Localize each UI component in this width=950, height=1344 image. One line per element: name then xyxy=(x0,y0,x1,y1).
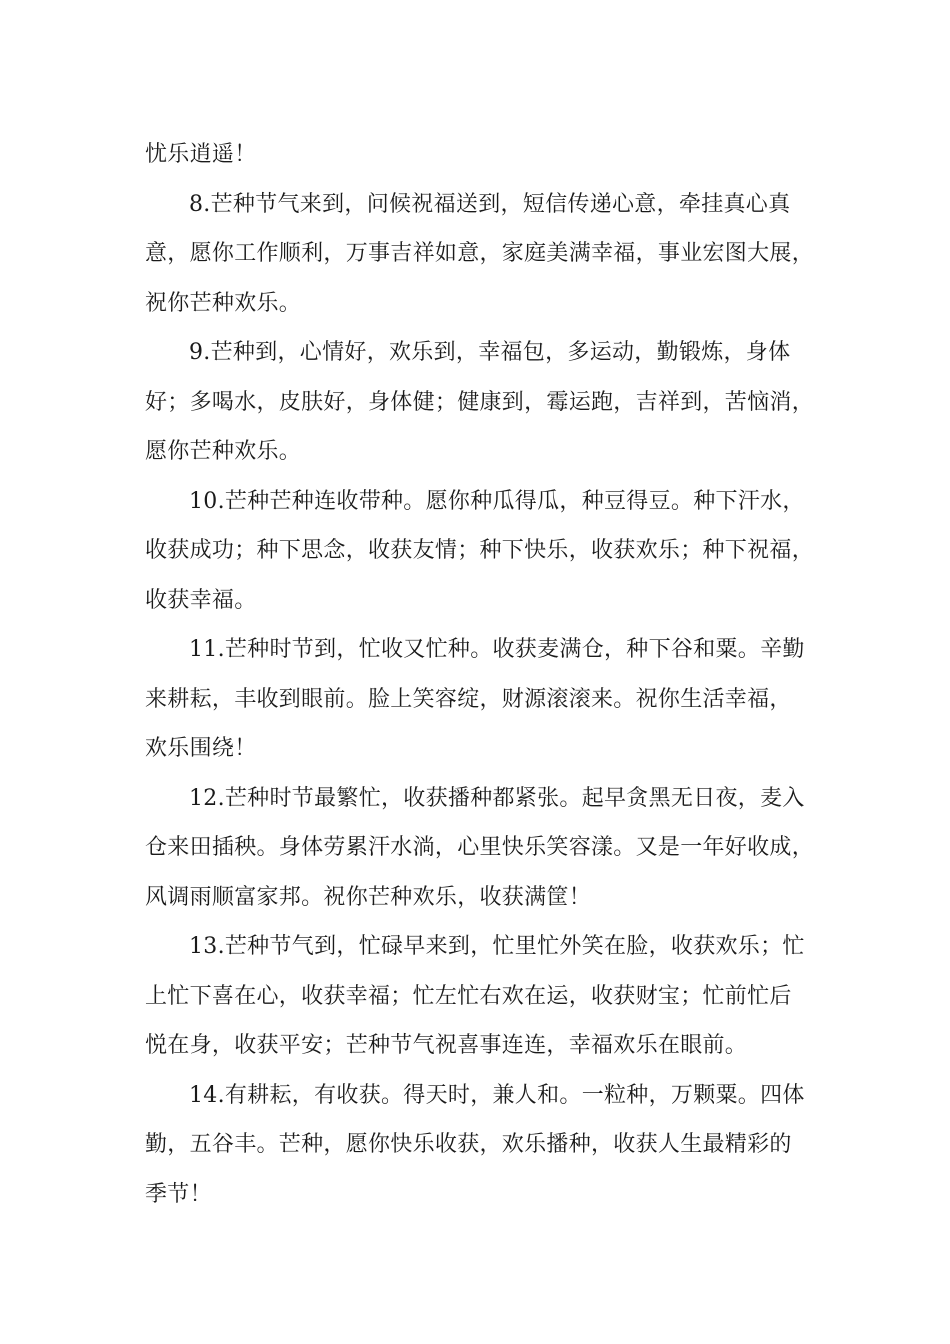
paragraph-12 xyxy=(145,774,815,923)
paragraph-13 xyxy=(145,922,815,1071)
paragraph-9 xyxy=(145,328,815,477)
paragraph-14 xyxy=(145,1071,815,1220)
paragraph-line: 12.芒种时节最繁忙，收获播种都紧张。起早贪黑无日夜，麦入 xyxy=(189,785,805,811)
paragraph-line: 14.有耕耘，有收获。得天时，兼人和。一粒种，万颗粟。四体 xyxy=(189,1082,805,1108)
paragraph-line: 上忙下喜在心，收获幸福；忙左忙右欢在运，收获财宝；忙前忙后 xyxy=(145,983,792,1009)
paragraph-10 xyxy=(145,477,815,626)
paragraph-line: 悦在身，收获平安；芒种节气祝喜事连连，幸福欢乐在眼前。 xyxy=(145,1033,748,1058)
paragraph-8 xyxy=(145,180,815,329)
lead-in-line: 忧乐逍遥！ xyxy=(145,142,257,167)
paragraph-line: 9.芒种到，心情好，欢乐到，幸福包，多运动，勤锻炼，身体 xyxy=(189,340,791,365)
paragraph-line: 11.芒种时节到，忙收又忙种。收获麦满仓，种下谷和粟。辛勤 xyxy=(189,637,805,662)
paragraph-line: 风调雨顺富家邦。祝你芒种欢乐，收获满筐！ xyxy=(145,884,592,910)
paragraph-line: 好；多喝水，皮肤好，身体健；健康到，霉运跑，吉祥到，苦恼消， xyxy=(145,389,815,415)
paragraph-line: 愿你芒种欢乐。 xyxy=(145,439,302,464)
document-body xyxy=(145,130,815,1219)
paragraph-11 xyxy=(145,625,815,774)
paragraph-line: 8.芒种节气来到，问候祝福送到，短信传递心意，牵挂真心真 xyxy=(189,191,791,217)
paragraph-line: 意，愿你工作顺利，万事吉祥如意，家庭美满幸福，事业宏图大展， xyxy=(145,241,815,266)
paragraph-line: 祝你芒种欢乐。 xyxy=(145,290,302,316)
paragraph-line: 收获幸福。 xyxy=(145,587,257,613)
paragraph-line: 欢乐围绕！ xyxy=(145,736,257,761)
paragraph-line: 来耕耘，丰收到眼前。脸上笑容绽，财源滚滚来。祝你生活幸福， xyxy=(145,686,792,712)
paragraph-line: 收获成功；种下思念，收获友情；种下快乐，收获欢乐；种下祝福， xyxy=(145,538,815,563)
paragraph-line: 勤，五谷丰。芒种，愿你快乐收获，欢乐播种，收获人生最精彩的 xyxy=(145,1132,792,1157)
paragraph-line: 季节！ xyxy=(145,1181,212,1207)
paragraph-line: 13.芒种节气到，忙碌早来到，忙里忙外笑在脸，收获欢乐；忙 xyxy=(189,934,805,959)
paragraph-line: 10.芒种芒种连收带种。愿你种瓜得瓜，种豆得豆。种下汗水， xyxy=(189,488,805,514)
paragraph-line: 仓来田插秧。身体劳累汗水淌，心里快乐笑容漾。又是一年好收成， xyxy=(145,835,815,860)
